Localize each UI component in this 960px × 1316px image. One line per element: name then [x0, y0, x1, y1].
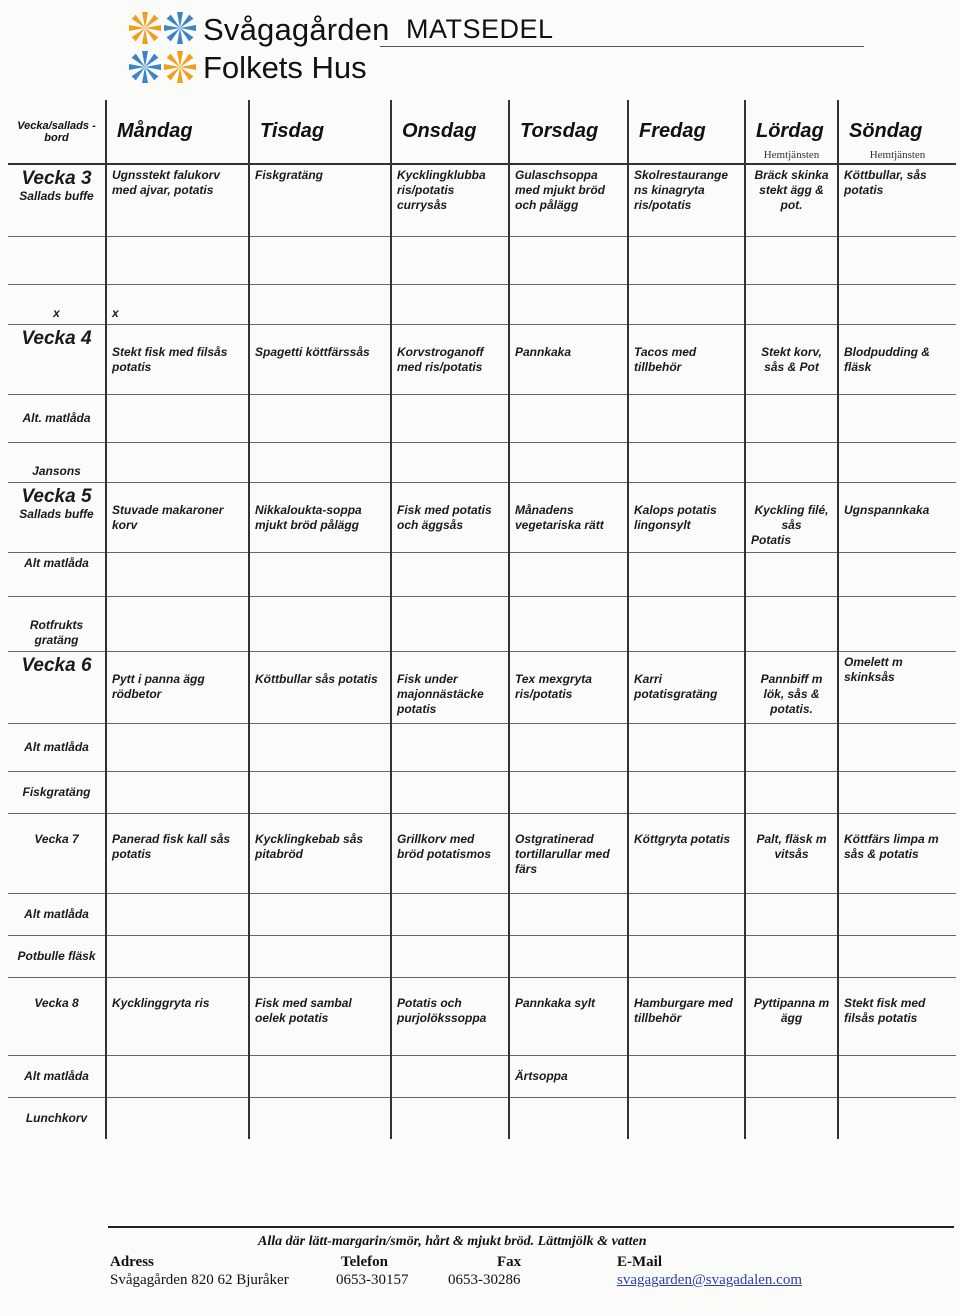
meal-cell: Bräck skinka stekt ägg & pot. [745, 164, 838, 236]
address-value: Svågagården 820 62 Bjuråker [110, 1272, 289, 1288]
meal-cell: Grillkorv med bröd potatismos [391, 813, 509, 893]
week-7-bord-row [8, 935, 956, 977]
meal-cell: Tex mexgryta ris/potatis [509, 651, 628, 723]
page-title: MATSEDEL [406, 14, 554, 44]
meal-cell: Nikkaloukta-soppa mjukt bröd pålägg [249, 482, 391, 552]
day-header-saturday [745, 100, 838, 164]
week-8-bord-row [8, 1097, 956, 1139]
meal-cell: Fisk med potatis och äggsås [391, 482, 509, 552]
meal-cell: Kalops potatis lingonsylt [628, 482, 745, 552]
meal-cell: Tacos med tillbehör [628, 324, 745, 394]
meal-cell: Stekt korv, sås & Pot [745, 324, 838, 394]
meal-cell: Fisk med sambal oelek potatis [249, 977, 391, 1055]
meal-cell: Köttbullar, sås potatis [838, 164, 956, 236]
header-row [8, 100, 956, 164]
meal-cell: Ugnspannkaka [838, 482, 956, 552]
week-3-row [8, 164, 956, 236]
week-4-label: Vecka 4 [8, 324, 106, 394]
meal-cell: Stekt fisk med filsås potatis [106, 324, 249, 394]
meal-cell: Panerad fisk kall sås potatis [106, 813, 249, 893]
meal-cell: Potatis och purjolökssoppa [391, 977, 509, 1055]
page-footer [0, 1226, 960, 1316]
meal-cell: Ostgratinerad tortillarullar med färs [509, 813, 628, 893]
menu-table [8, 100, 956, 1139]
meal-cell: Ugnsstekt falukorv med ajvar, potatis [106, 164, 249, 236]
meal-cell: Pannkaka [509, 324, 628, 394]
day-header-monday: Måndag [106, 100, 249, 164]
week-8-alt-label: Alt matlåda [8, 1055, 106, 1097]
week-5-alt-label: Alt matlåda [8, 552, 106, 596]
week-7-alt-row [8, 893, 956, 935]
meal-cell: Kycklinggryta ris [106, 977, 249, 1055]
week-6-label: Vecka 6 [8, 651, 106, 723]
meal-cell: Köttgryta potatis [628, 813, 745, 893]
week-4-row [8, 324, 956, 394]
week-4-bord-label: Jansons [8, 442, 106, 482]
day-header-tuesday: Tisdag [249, 100, 391, 164]
saturday-label: Lördag [756, 120, 824, 142]
week-6-alt-label: Alt matlåda [8, 723, 106, 771]
day-header-wednesday: Onsdag [391, 100, 509, 164]
meal-cell: Fiskgratäng [249, 164, 391, 236]
meal-cell: Pannbiff m lök, sås & potatis. [745, 651, 838, 723]
week-6-bord-label: Fiskgratäng [8, 771, 106, 813]
week-5-row [8, 482, 956, 552]
meal-cell: Köttfärs limpa m sås & potatis [838, 813, 956, 893]
meal-cell: Blodpudding & fläsk [838, 324, 956, 394]
week-7-label: Vecka 7 [8, 813, 106, 893]
fax-label: Fax [497, 1254, 522, 1270]
week-8-row [8, 977, 956, 1055]
meal-cell: Gulaschsoppa med mjukt bröd och pålägg [509, 164, 628, 236]
meal-cell: Kycklingkebab sås pitabröd [249, 813, 391, 893]
day-header-sunday [838, 100, 956, 164]
meal-cell: Korvstroganoff med ris/potatis [391, 324, 509, 394]
week-3-label: Vecka 3 Sallads buffe [8, 164, 106, 236]
week-6-row [8, 651, 956, 723]
sunday-label: Söndag [849, 120, 923, 142]
saturday-note: Hemtjänsten [763, 149, 820, 161]
week-3-alt-row [8, 236, 956, 284]
week-8-label: Vecka 8 [8, 977, 106, 1055]
saturday-extra: Potatis [751, 532, 792, 547]
week-3-x-mark: x [106, 284, 249, 324]
week-5-alt-row [8, 552, 956, 596]
meal-cell: Köttbullar sås potatis [249, 651, 391, 723]
week-7-alt-label: Alt matlåda [8, 893, 106, 935]
meal-cell: Månadens vegetariska rätt [509, 482, 628, 552]
footer-slogan: Alla där lätt-margarin/smör, hårt & mjukt bröd. Lättmjölk & vatten [258, 1234, 647, 1249]
week-5-label: Vecka 5 Sallads buffe [8, 482, 106, 552]
week-6-alt-row [8, 723, 956, 771]
phone-label: Telefon [341, 1254, 388, 1270]
footer-divider [108, 1226, 954, 1228]
week-3-bord-label: x [8, 284, 106, 324]
week-4-bord-row [8, 442, 956, 482]
week-8-alt-row [8, 1055, 956, 1097]
email-label: E-Mail [617, 1254, 662, 1270]
fax-value: 0653-30286 [448, 1272, 521, 1288]
meal-cell: Kycklingklubba ris/potatis currysås [391, 164, 509, 236]
logo-icon [128, 10, 198, 86]
page-header [0, 0, 960, 100]
week-6-bord-row [8, 771, 956, 813]
meal-cell: Kyckling filé, sås Potatis [745, 482, 838, 552]
sunday-note: Hemtjänsten [869, 149, 926, 161]
day-header-thursday: Torsdag [509, 100, 628, 164]
meal-cell: Ärtsoppa [509, 1055, 628, 1097]
email-link[interactable]: svagagarden@svagadalen.com [617, 1272, 802, 1288]
meal-cell: Hamburgare med tillbehör [628, 977, 745, 1055]
meal-cell: Spagetti köttfärssås [249, 324, 391, 394]
week-8-bord-label: Lunchkorv [25, 1110, 88, 1125]
week-5-bord-row [8, 596, 956, 651]
brand-line-2: Folkets Hus [203, 50, 367, 85]
week-4-alt-row [8, 394, 956, 442]
meal-cell: Stekt fisk med filsås potatis [838, 977, 956, 1055]
week-7-row [8, 813, 956, 893]
meal-cell: Stuvade makaroner korv [106, 482, 249, 552]
address-label: Adress [110, 1254, 154, 1270]
meal-cell: Skolrestaurange ns kinagryta ris/potatis [628, 164, 745, 236]
brand-line-1: Svågagården [203, 12, 390, 47]
meal-cell: Pannkaka sylt [509, 977, 628, 1055]
title-underline [380, 46, 864, 47]
week-7-bord-label: Potbulle fläsk [8, 935, 106, 977]
meal-cell: Omelett m skinksås [838, 651, 956, 723]
meal-cell: Palt, fläsk m vitsås [745, 813, 838, 893]
week-4-alt-label: Alt. matlåda [8, 394, 106, 442]
corner-header: Vecka/sallads -bord [8, 100, 106, 164]
phone-value: 0653-30157 [336, 1272, 409, 1288]
meal-cell: Fisk under majonnästäcke potatis [391, 651, 509, 723]
meal-cell: Karri potatisgratäng [628, 651, 745, 723]
week-3-bord-row [8, 284, 956, 324]
day-header-friday: Fredag [628, 100, 745, 164]
week-5-bord-label: Rotfrukts gratäng [8, 596, 106, 651]
meal-cell: Pyttipanna m ägg [745, 977, 838, 1055]
meal-cell: Pytt i panna ägg rödbetor [106, 651, 249, 723]
